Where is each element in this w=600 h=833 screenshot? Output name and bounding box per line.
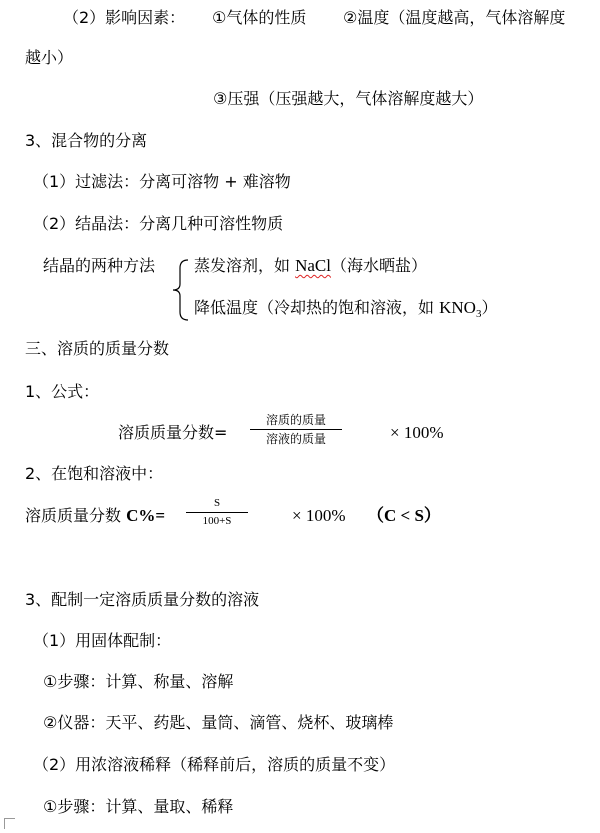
cooling-text: 降低温度（冷却热的饱和溶液，如 [194, 298, 440, 317]
formula-title: 1、公式： [25, 382, 100, 401]
crystal-methods-label: 结晶的两种方法 [43, 256, 156, 275]
evaporation-note: （海水晒盐） [330, 256, 427, 275]
fraction-bar-2 [186, 512, 248, 513]
times-100-percent: × 100% [390, 423, 444, 442]
page-corner-mark [4, 818, 15, 829]
kno3-formula: KNO [439, 298, 476, 317]
c-less-than-s: （C < S） [367, 506, 441, 525]
gas-factor-2-continued: 越小） [25, 48, 74, 67]
fraction-s-over-100-plus-s [186, 497, 248, 528]
part-3-title: 三、溶质的质量分数 [25, 339, 170, 358]
fraction-bar [250, 429, 342, 430]
curly-brace-icon [168, 258, 190, 322]
dilution-steps: ①步骤：计算、量取、稀释 [43, 797, 234, 816]
evaporation-line [194, 255, 427, 277]
cooling-close: ） [481, 298, 498, 317]
evaporation-text: 蒸发溶剂，如 [194, 256, 296, 275]
filtration-method: （1）过滤法：分离可溶物 + 难溶物 [33, 172, 291, 191]
crystallization-method: （2）结晶法：分离几种可溶性物质 [33, 214, 284, 233]
gas-factor-1: ①气体的性质 [212, 8, 307, 27]
fraction-denominator: 溶液的质量 [265, 432, 326, 446]
mass-fraction-c-label: 溶质质量分数 [25, 506, 127, 525]
gas-factor-3: ③压强（压强越大，气体溶解度越大） [213, 89, 484, 108]
c-percent-symbol: C%= [126, 506, 166, 525]
solid-preparation: （1）用固体配制： [33, 631, 172, 650]
section-3-title: 3、混合物的分离 [25, 131, 148, 150]
fraction-denominator-100s: 100+S [202, 515, 232, 527]
times-100-percent-2: × 100% [292, 506, 346, 525]
kno3-subscript: 3 [475, 308, 482, 321]
nacl-formula: NaCl [295, 256, 331, 275]
preparation-title: 3、配制一定溶质质量分数的溶液 [25, 590, 260, 609]
solid-instruments: ②仪器：天平、药匙、量筒、滴管、烧杯、玻璃棒 [43, 713, 394, 732]
fraction-solute-over-solution [250, 413, 342, 446]
saturated-title: 2、在饱和溶液中： [25, 464, 164, 483]
cooling-line [194, 297, 497, 325]
mass-fraction-label: 溶质质量分数= [118, 423, 228, 442]
gas-factor-2: ②温度（温度越高，气体溶解度 [343, 8, 566, 27]
gas-factors-prefix: （2）影响因素： [63, 8, 186, 27]
saturated-formula-label [25, 505, 165, 527]
fraction-numerator-s: S [213, 497, 221, 509]
solid-steps: ①步骤：计算、称量、溶解 [43, 672, 234, 691]
fraction-numerator: 溶质的质量 [265, 413, 326, 427]
dilution-preparation: （2）用浓溶液稀释（稀释前后，溶质的质量不变） [33, 755, 396, 774]
